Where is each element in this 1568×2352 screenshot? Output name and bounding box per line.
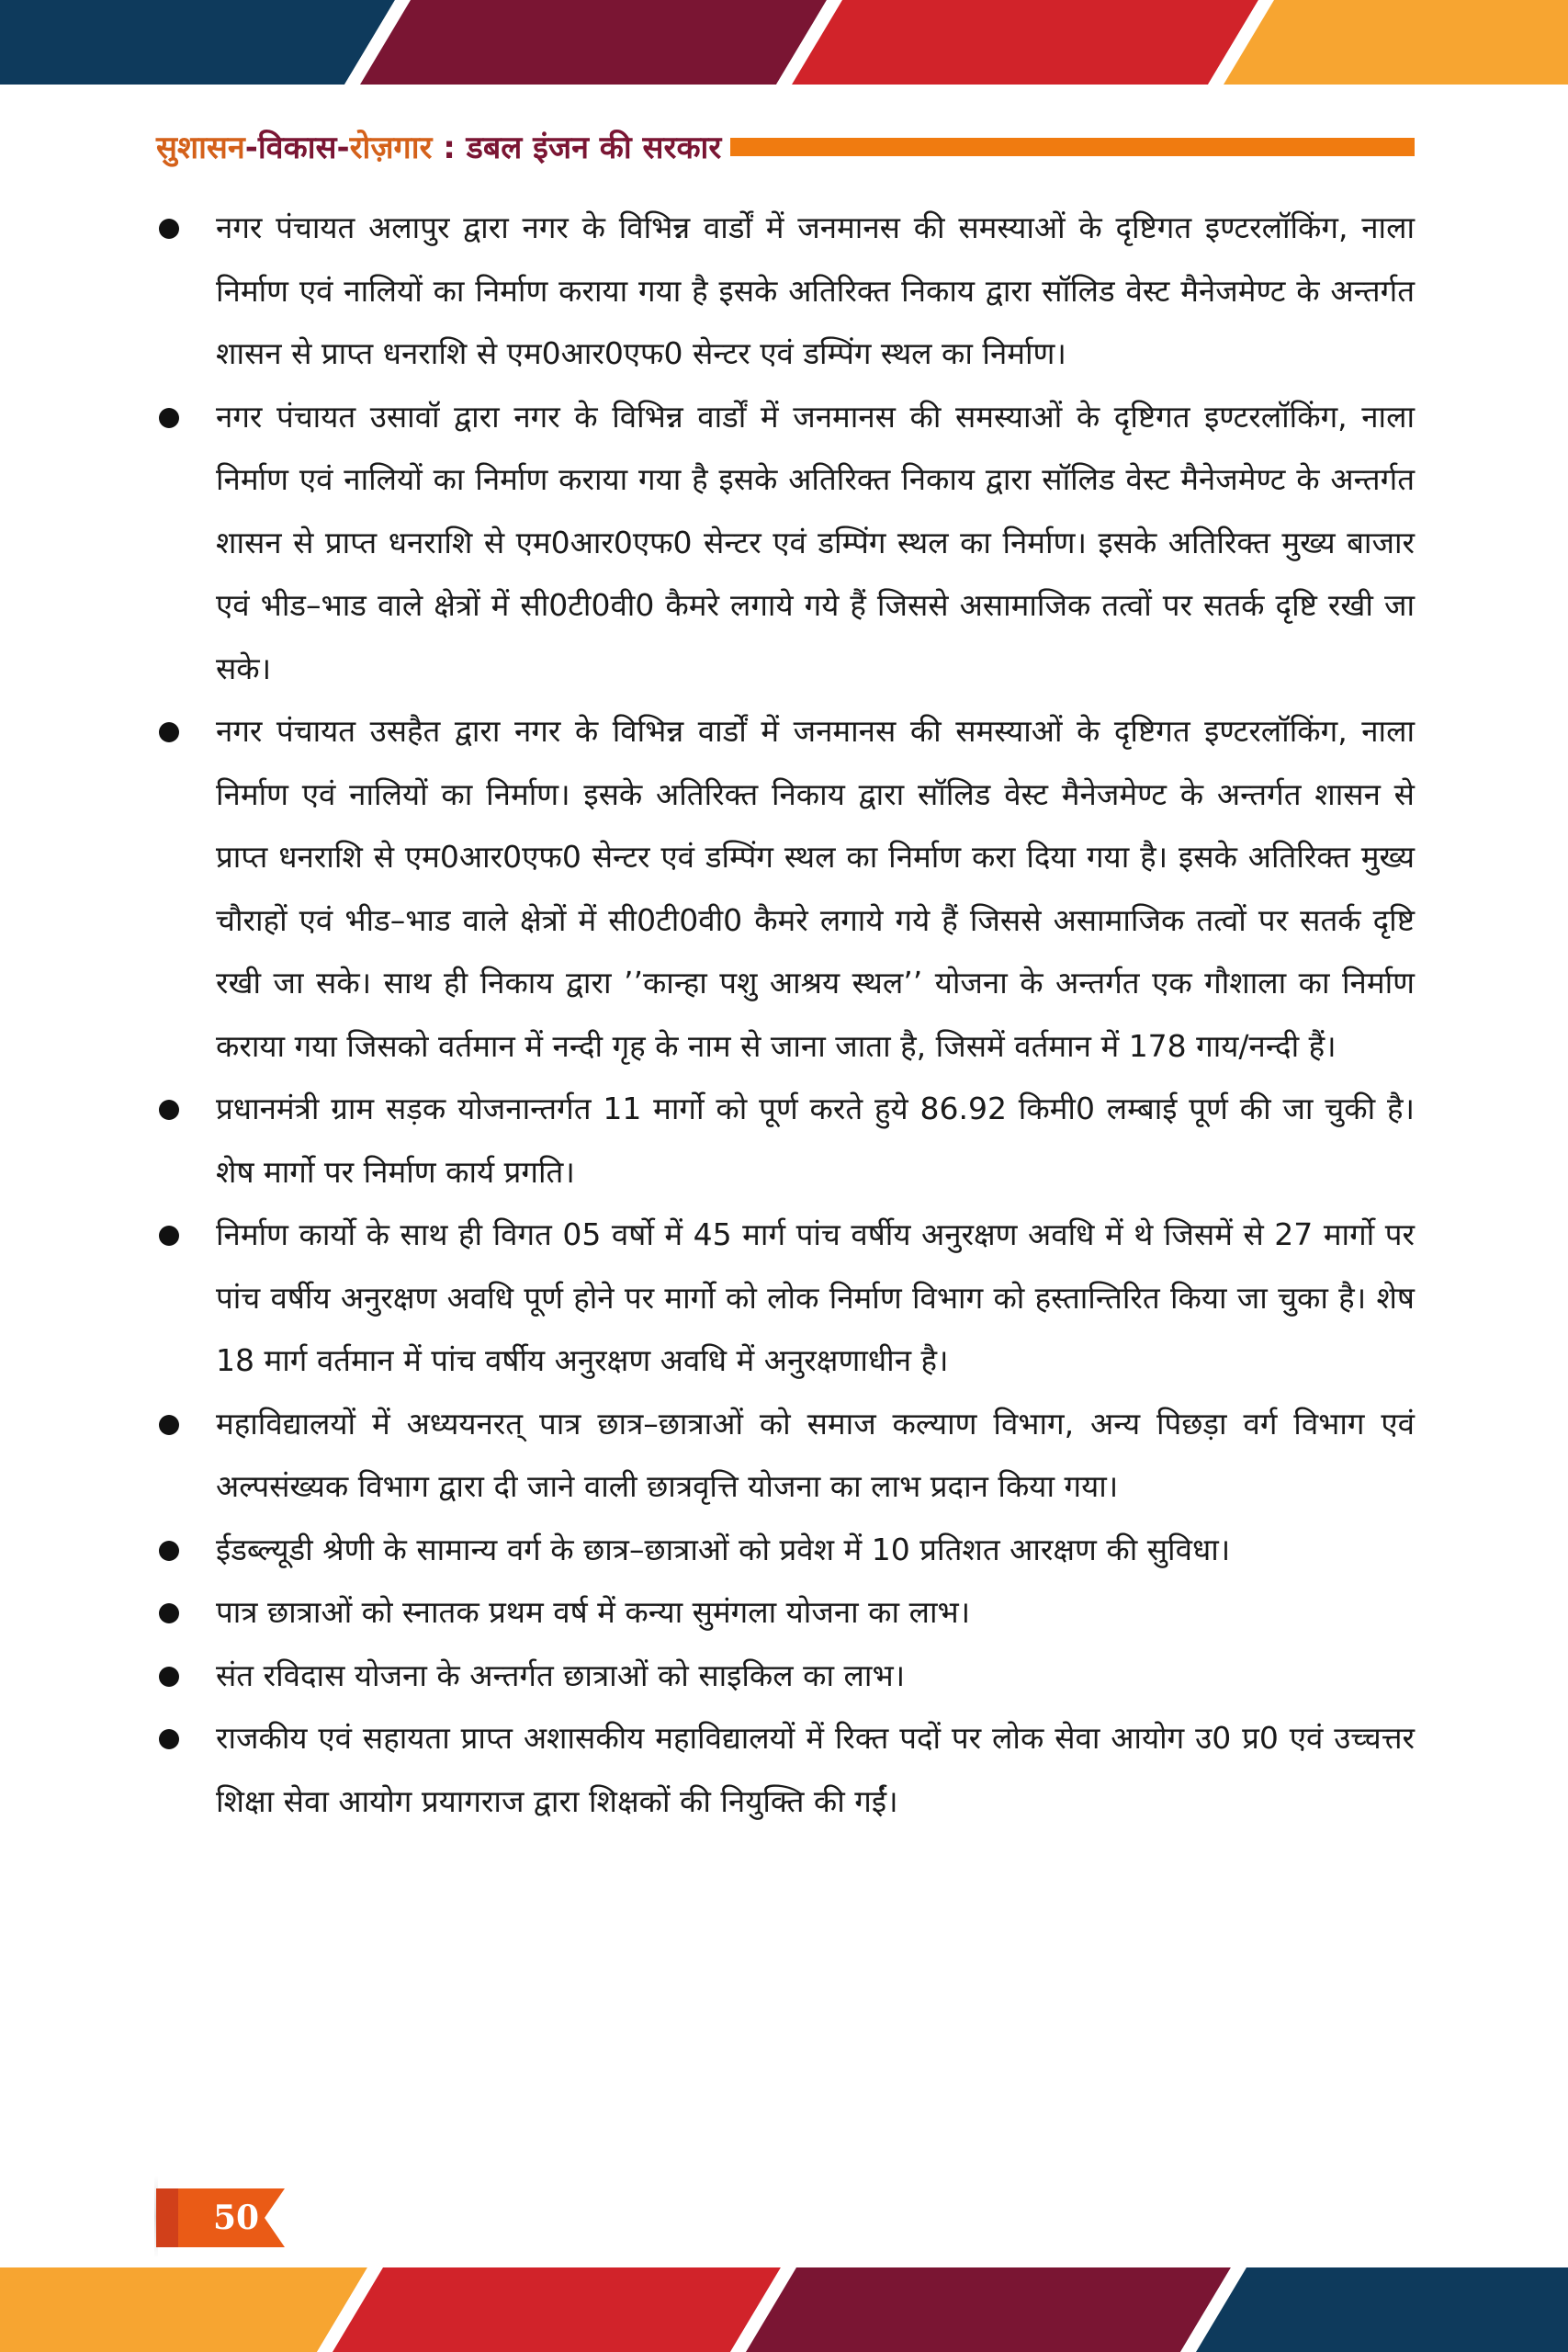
bullet-icon	[159, 1226, 179, 1246]
top-band-orange	[1224, 0, 1568, 85]
bullet-icon	[159, 1541, 179, 1561]
bullet-icon	[159, 1100, 179, 1120]
list-item-text: नगर पंचायत उसावॉ द्वारा नगर के विभिन्न वार्डों में जनमानस की समस्याओं के दृष्टिगत इण्टरलॉकिंग, नाला निर्माण एवं नालियों का निर्माण कराया गया है इसके अतिरिक्त निकाय द्वारा सॉलिड वेस्ट मैनेजमेण्ट के अन्तर्गत शासन से प्राप्त धनराशि से एम0आर0एफ0 सेन्टर एवं डम्पिंग स्थल का निर्माण। इसके अतिरिक्त मुख्य बाजार एवं भीड–भाड वाले क्षेत्रों में सी0टी0वी0 कैमरे लगाये गये हैं जिससे असामाजिक तत्वों पर सतर्क दृष्टि रखी जा सके।	[216, 398, 1415, 686]
header-title-part: रोज़गार	[349, 130, 433, 166]
top-band-maroon	[360, 0, 827, 85]
header-rule	[730, 138, 1415, 156]
list-item-text: संत रविदास योजना के अन्तर्गत छात्राओं को साइकिल का लाभ।	[216, 1657, 906, 1693]
list-item	[147, 1393, 1415, 1519]
list-item	[147, 1645, 1415, 1708]
list-item-text: नगर पंचायत उसहैत द्वारा नगर के विभिन्न वार्डों में जनमानस की समस्याओं के दृष्टिगत इण्टरलॉकिंग, नाला निर्माण एवं नालियों का निर्माण। इसके अतिरिक्त निकाय द्वारा सॉलिड वेस्ट मैनेजमेण्ट के अन्तर्गत शासन से प्राप्त धनराशि से एम0आर0एफ0 सेन्टर एवं डम्पिंग स्थल का निर्माण करा दिया गया है। इसके अतिरिक्त मुख्य चौराहों एवं भीड–भाड वाले क्षेत्रों में सी0टी0वी0 कैमरे लगाये गये हैं जिससे असामाजिक तत्वों पर सतर्क दृष्टि रखी जा सके। साथ ही निकाय द्वारा ’’कान्हा पशु आश्रय स्थल’’ योजना के अन्तर्गत एक गौशाला का निर्माण कराया गया जिसको वर्तमान में नन्दी गृह के नाम से जाना जाता है, जिसमें वर्तमान में 178 गाय/नन्दी हैं।	[216, 713, 1415, 1064]
bullet-icon	[159, 408, 179, 428]
list-item-text: निर्माण कार्यो के साथ ही विगत 05 वर्षो में 45 मार्ग पांच वर्षीय अनुरक्षण अवधि में थे जिसमें से 27 मार्गो पर पांच वर्षीय अनुरक्षण अवधि पूर्ण होने पर मार्गो को लोक निर्माण विभाग को हस्तान्तिरित किया जा चुका है। शेष 18 मार्ग वर्तमान में पांच वर्षीय अनुरक्षण अवधि में अनुरक्षणाधीन है।	[216, 1216, 1415, 1378]
top-band-red	[792, 0, 1258, 85]
list-item-text: महाविद्यालयों में अध्ययनरत् पात्र छात्र–छात्राओं को समाज कल्याण विभाग, अन्य पिछड़ा वर्ग विभाग एवं अल्पसंख्यक विभाग द्वारा दी जाने वाली छात्रवृत्ति योजना का लाभ प्रदान किया गया।	[216, 1405, 1415, 1504]
list-item	[147, 1204, 1415, 1393]
header-title-part: -विकास-	[244, 130, 350, 166]
bullet-icon	[159, 1729, 179, 1749]
bullet-icon	[159, 722, 179, 742]
top-band-navy	[0, 0, 395, 85]
bottom-color-band	[0, 2267, 1568, 2352]
bullet-list	[147, 197, 1415, 1833]
header-title-part: : डबल इंजन की सरकार	[432, 130, 722, 166]
bullet-icon	[159, 1603, 179, 1623]
bottom-band-orange	[0, 2267, 367, 2352]
top-color-band	[0, 0, 1568, 85]
list-item-text: ईडब्ल्यूडी श्रेणी के सामान्य वर्ग के छात्र–छात्राओं को प्रवेश में 10 प्रतिशत आरक्षण की सुविधा।	[216, 1531, 1231, 1567]
list-item	[147, 1581, 1415, 1645]
bullet-icon	[159, 1667, 179, 1687]
running-header	[156, 125, 1415, 171]
bottom-band-navy	[1196, 2267, 1568, 2352]
header-title	[156, 125, 721, 171]
list-item	[147, 386, 1415, 701]
bottom-band-red	[333, 2267, 781, 2352]
header-title-part: सुशासन	[156, 130, 245, 166]
list-item-text: प्रधानमंत्री ग्राम सड़क योजनान्तर्गत 11 मार्गो को पूर्ण करते हुये 86.92 किमी0 लम्बाई पूर्ण की जा चुकी है। शेष मार्गो पर निर्माण कार्य प्रगति।	[216, 1091, 1415, 1190]
list-item-text: राजकीय एवं सहायता प्राप्त अशासकीय महाविद्यालयों में रिक्त पदों पर लोक सेवा आयोग उ0 प्र0 एवं उच्चत्तर शिक्षा सेवा आयोग प्रयागराज द्वारा शिक्षकों की नियुक्ति की गईं।	[216, 1720, 1415, 1819]
bottom-band-maroon	[746, 2267, 1231, 2352]
list-item-text: नगर पंचायत अलापुर द्वारा नगर के विभिन्न वार्डों में जनमानस की समस्याओं के दृष्टिगत इण्टरलॉकिंग, नाला निर्माण एवं नालियों का निर्माण कराया गया है इसके अतिरिक्त निकाय द्वारा सॉलिड वेस्ट मैनेजमेण्ट के अन्तर्गत शासन से प्राप्त धनराशि से एम0आर0एफ0 सेन्टर एवं डम्पिंग स्थल का निर्माण।	[216, 209, 1415, 371]
list-item	[147, 197, 1415, 386]
list-item	[147, 700, 1415, 1078]
page-number-tab	[156, 2188, 285, 2247]
bullet-icon	[159, 1415, 179, 1435]
list-item	[147, 1519, 1415, 1582]
list-item	[147, 1707, 1415, 1833]
bullet-icon	[159, 219, 179, 239]
list-item-text: पात्र छात्राओं को स्नातक प्रथम वर्ष में कन्या सुमंगला योजना का लाभ।	[216, 1594, 971, 1630]
list-item	[147, 1078, 1415, 1204]
page-number: 50	[213, 2199, 260, 2237]
